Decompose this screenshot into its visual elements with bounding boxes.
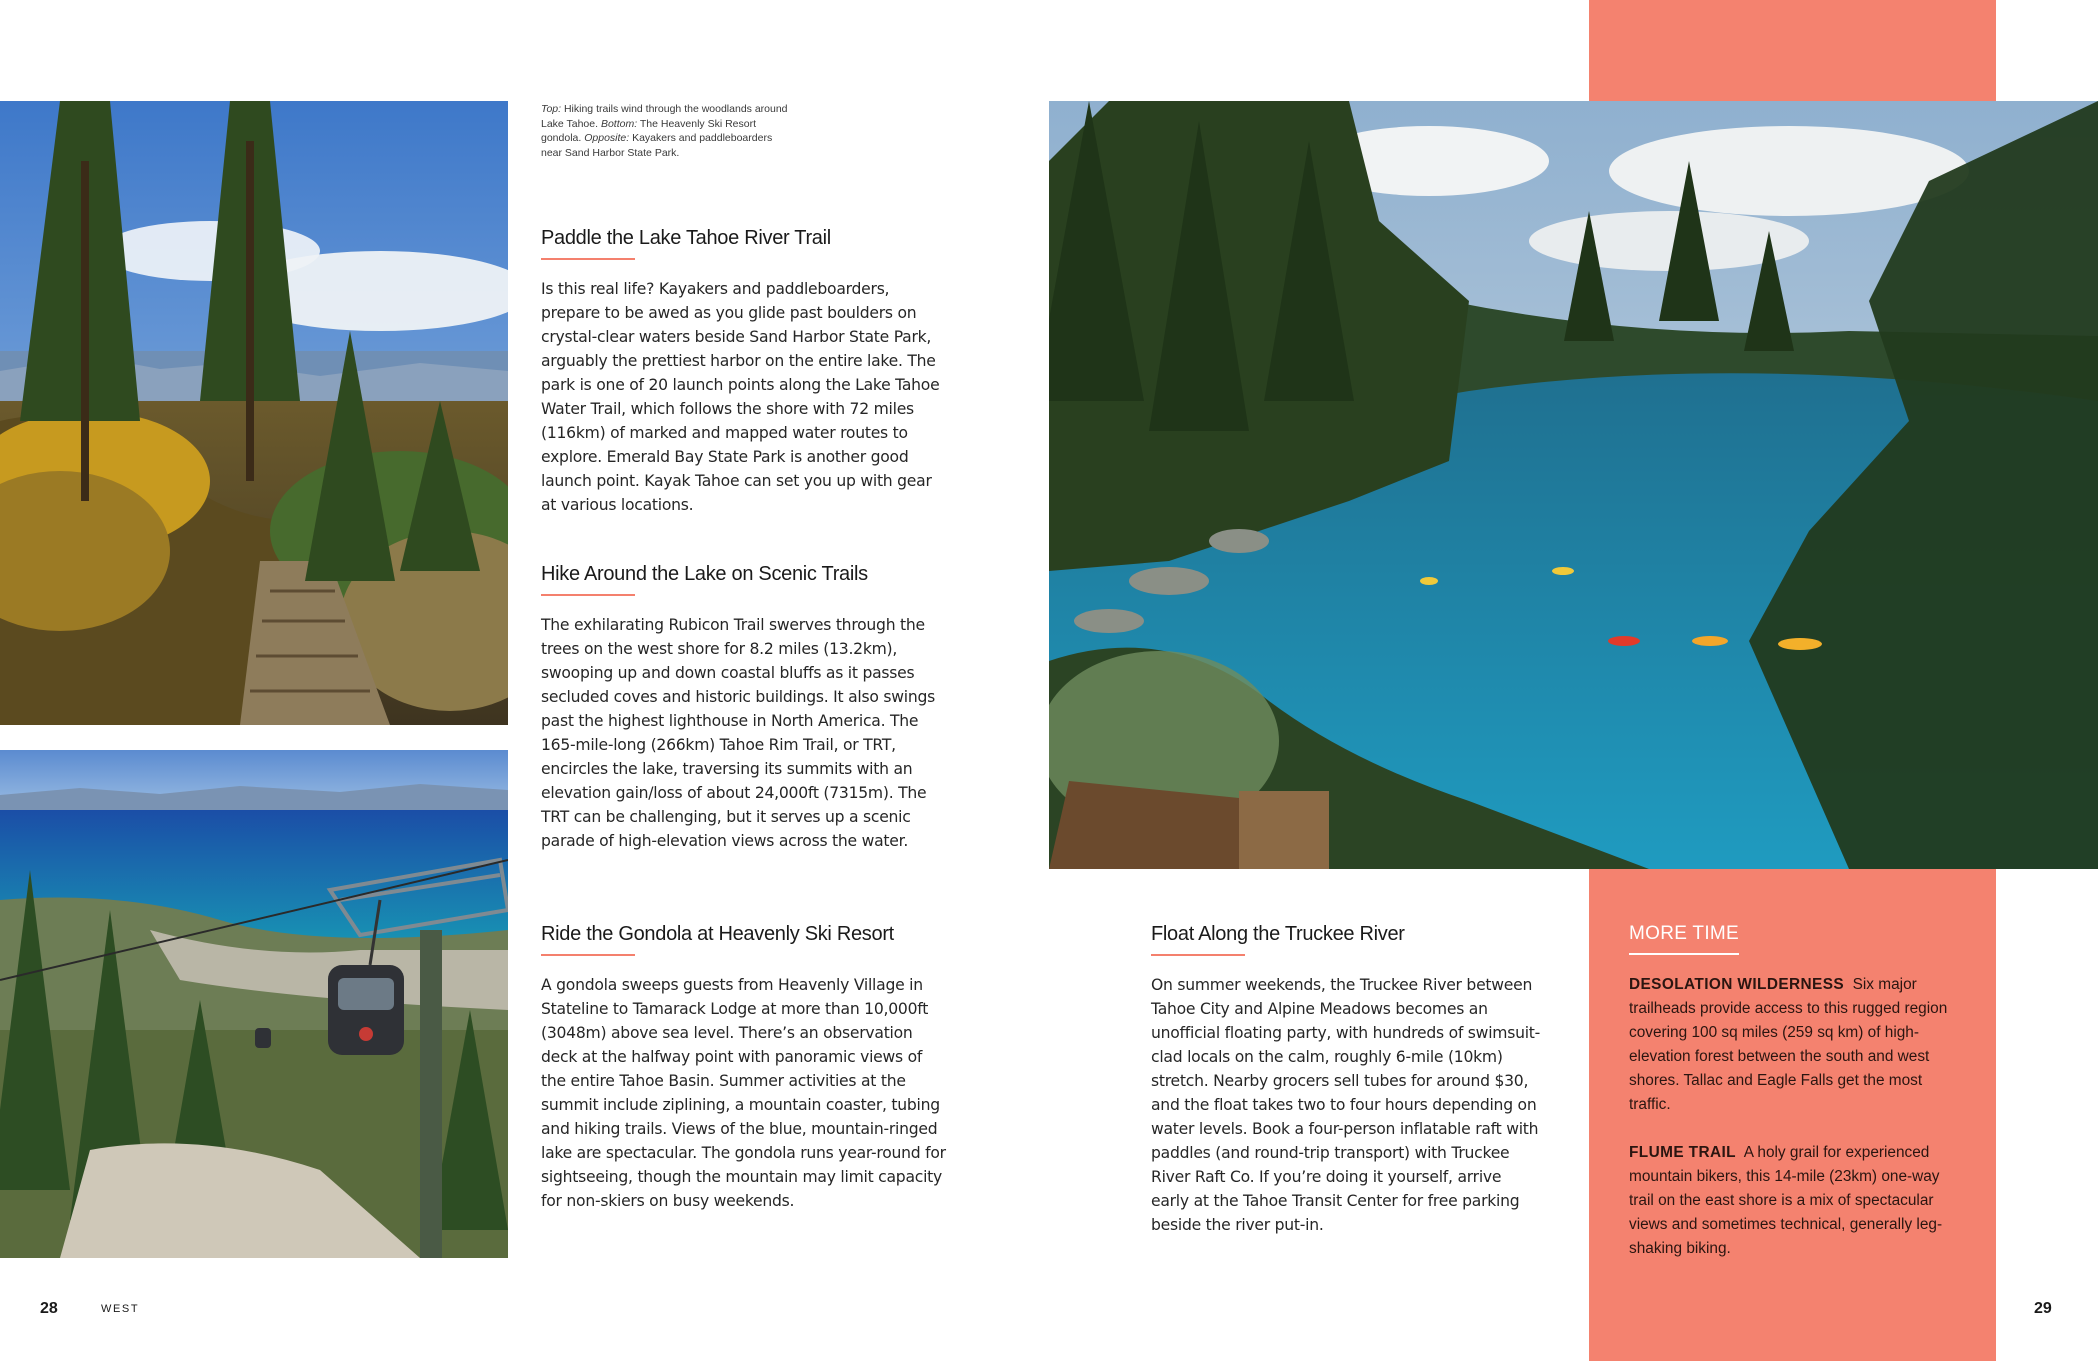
sidebar-item-heading: DESOLATION WILDERNESS: [1629, 976, 1845, 993]
photo-heavenly-gondola: [0, 750, 508, 1258]
title-underline: [541, 258, 635, 260]
caption-bottom-label: Bottom:: [600, 117, 638, 130]
photo-hiking-trail: [0, 101, 508, 725]
title-underline: [541, 594, 635, 596]
section-paddle-body: Is this real life? Kayakers and paddleboarders, prepare to be awed as you glide past boulders on crystal-clear waters beside Sand Harbor State Park, arguably the prettiest harbor on the entire lake. The park is one of 20 launch points along the Lake Tahoe Water Trail, which follows the shore with 72 miles (116km) of marked and mapped water routes to explore. Emerald Bay State Park is another good launch point. Kayak Tahoe can set you up with gear at various locations.: [541, 280, 940, 514]
sidebar-item: [1629, 973, 1964, 1117]
section-paddle-title: Paddle the Lake Tahoe River Trail: [541, 227, 831, 249]
section-gondola-body: A gondola sweeps guests from Heavenly Village in Stateline to Tamarack Lodge at more than 10,000ft (3048m) above sea level. There’s an observation deck at the halfway point with panoramic views of the entire Tahoe Basin. Summer activities at the summit include ziplining, a mountain coaster, tubing and hiking trails. Views of the blue, mountain-ringed lake are spectacular. The gondola runs year-round for sightseeing, though the mountain may limit capacity for non-skiers on busy weekends.: [541, 976, 946, 1210]
sidebar-title: MORE TIME: [1629, 923, 1740, 944]
section-float: [1151, 921, 1541, 1237]
sidebar-item-text: A holy grail for experienced mountain bikers, this 14-mile (23km) one-way trail on the east shore is a mix of spectacular views and sometimes technical, generally leg-shaking biking.: [1629, 1144, 1943, 1257]
section-gondola-title: Ride the Gondola at Heavenly Ski Resort: [541, 923, 894, 945]
sidebar-item-heading: FLUME TRAIL: [1629, 1144, 1736, 1161]
sidebar-item-text: Six major trailheads provide access to this rugged region covering 100 sq miles (259 sq km) of high-elevation forest between the south and west shores. Tallac and Eagle Falls get the most traffic.: [1629, 976, 1948, 1113]
section-float-body: On summer weekends, the Truckee River between Tahoe City and Alpine Meadows becomes an unofficial floating party, with hundreds of swimsuit-clad locals on the calm, roughly 6-mile (10km) stretch. Nearby grocers sell tubes for around $30, and the float takes two to four hours depending on water levels. Book a four-person inflatable raft with paddles (and round-trip transport) with Truckee River Raft Co. If you’re doing it yourself, arrive early at the Tahoe Transit Center for free parking beside the river put-in.: [1151, 976, 1541, 1234]
photo-caption: [541, 102, 791, 160]
section-paddle: [541, 225, 951, 517]
section-hike-body: The exhilarating Rubicon Trail swerves through the trees on the west shore for 8.2 miles (13.2km), swooping up and down coastal bluffs as it passes secluded coves and historic buildings. It also swings past the highest lighthouse in North America. The 165-mile-long (266km) Tahoe Rim Trail, or TRT, encircles the lake, traversing its summits with an elevation gain/loss of about 24,000ft (7315m). The TRT can be challenging, but it serves up a scenic parade of high-elevation views across the water.: [541, 616, 935, 850]
caption-opposite-label: Opposite:: [584, 132, 630, 144]
sidebar-title-underline: [1629, 953, 1739, 955]
title-underline: [1151, 954, 1245, 956]
caption-top-label: Top:: [541, 103, 562, 115]
caption-opposite-text: Kayakers and paddleboarders near Sand Harbor State Park.: [541, 132, 773, 159]
sidebar-item: [1629, 1141, 1964, 1261]
section-float-title: Float Along the Truckee River: [1151, 923, 1405, 945]
caption-top-text: Hiking trails wind through the woodlands around Lake Tahoe.: [541, 103, 788, 130]
photo-sand-harbor-kayakers: [1049, 101, 2098, 869]
sidebar-content: [1629, 921, 1964, 1285]
running-head: WEST: [101, 1303, 140, 1315]
page-number-left: 28: [40, 1300, 58, 1317]
section-hike-title: Hike Around the Lake on Scenic Trails: [541, 563, 868, 585]
section-gondola: [541, 921, 951, 1213]
caption-bottom-text: The Heavenly Ski Resort gondola.: [541, 117, 757, 144]
page-number-right: 29: [2034, 1300, 2052, 1317]
section-hike: [541, 561, 951, 853]
title-underline: [541, 954, 635, 956]
